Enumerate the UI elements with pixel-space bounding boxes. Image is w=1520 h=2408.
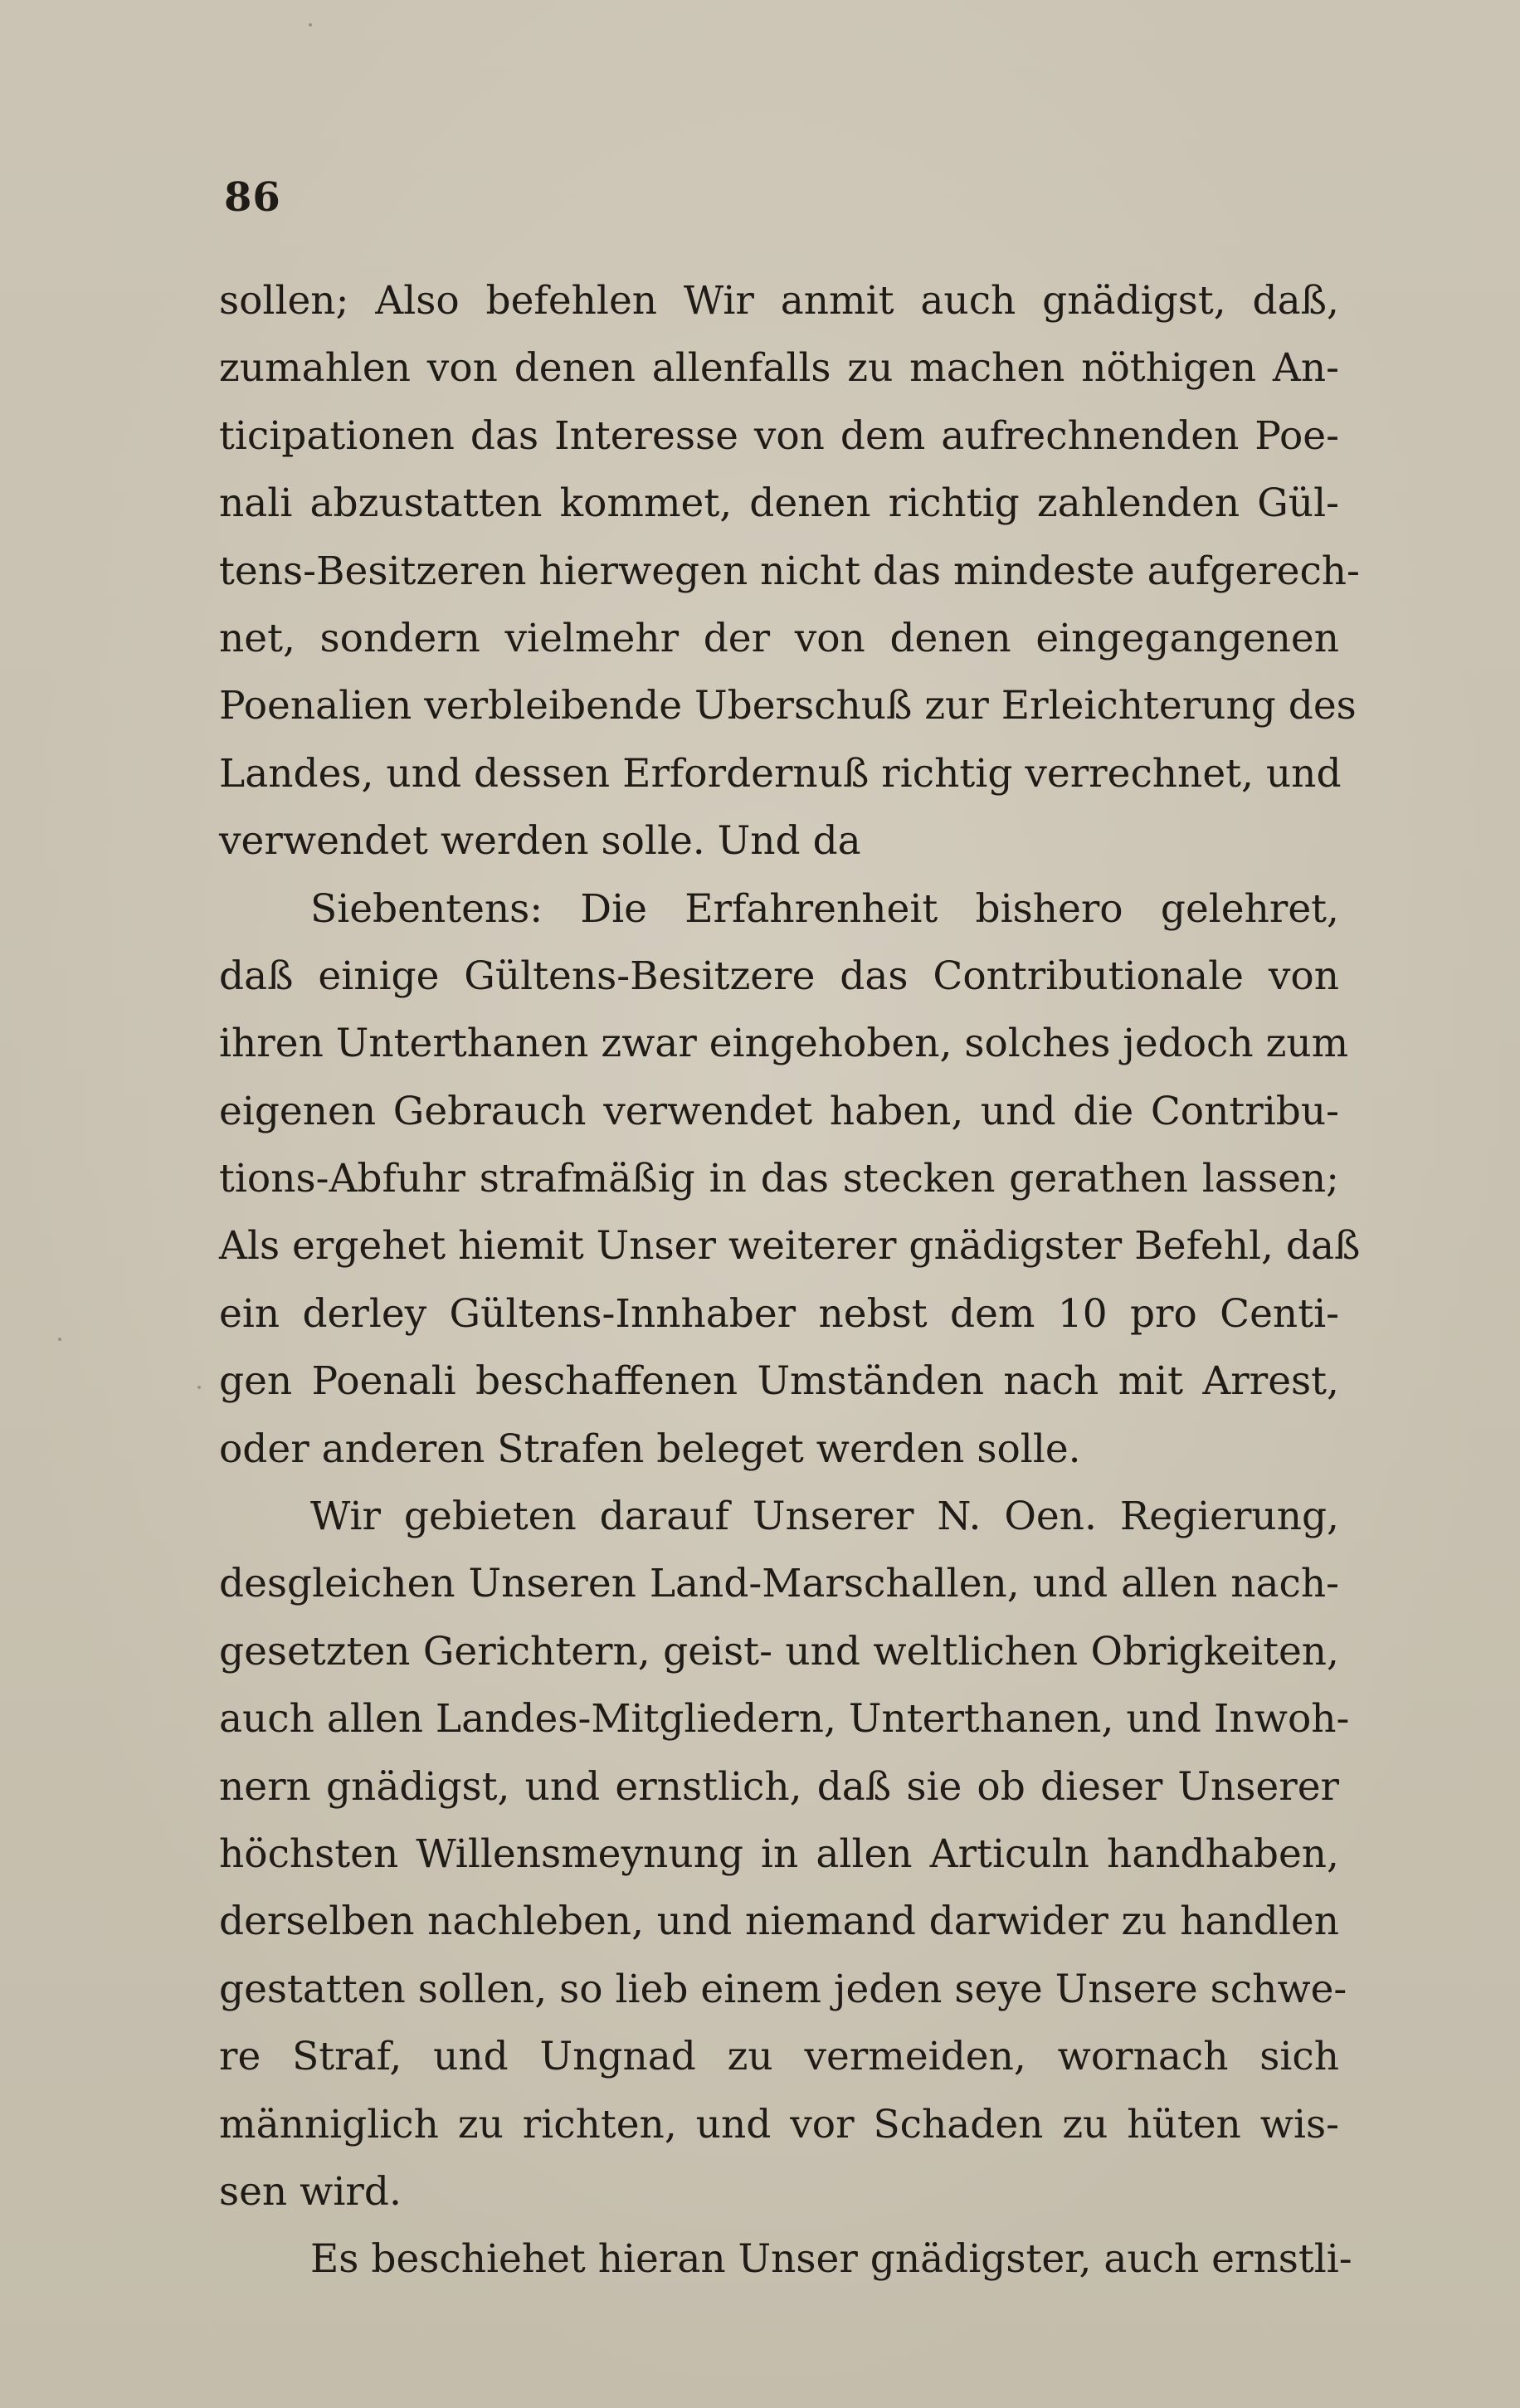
text-line-22: auch allen Landes-Mitgliedern, Unterthanen, und Inwoh-: [219, 1696, 1350, 1743]
paper-speck: [197, 1386, 201, 1389]
text-line-11: daß einige Gültens-Besitzere das Contributionale von: [219, 953, 1339, 999]
text-line-12: ihren Unterthanen zwar eingehoben, solches jedoch zum: [219, 1021, 1349, 1067]
body-text: [219, 267, 1361, 2293]
paper-speck: [58, 1338, 61, 1341]
text-line-8: Landes, und dessen Erfordernuß richtig verrechnet, und: [219, 750, 1342, 797]
text-line-23: nern gnädigst, und ernstlich, daß sie ob dieser Unserer: [219, 1763, 1339, 1810]
paper-speck: [309, 23, 312, 27]
text-line-29: sen wird.: [219, 2168, 402, 2215]
text-line-16: ein derley Gültens-Innhaber nebst dem 10 pro Centi-: [219, 1290, 1339, 1337]
text-line-21: gesetzten Gerichtern, geist- und weltlichen Obrigkeiten,: [219, 1628, 1339, 1674]
text-line-25: derselben nachleben, und niemand darwider zu handlen: [219, 1899, 1339, 1945]
text-line-5: tens-Besitzeren hierwegen nicht das mindeste aufgerech-: [219, 548, 1360, 594]
text-line-10: Siebentens: Die Erfahrenheit bishero gelehret,: [310, 885, 1339, 932]
text-line-14: tions-Abfuhr strafmäßig in das stecken gerathen lassen;: [219, 1156, 1339, 1202]
page-number: 86: [224, 174, 281, 221]
text-line-18: oder anderen Strafen beleget werden solle.: [219, 1426, 1081, 1472]
text-line-15: Als ergehet hiemit Unser weiterer gnädigster Befehl, daß: [219, 1223, 1361, 1270]
text-line-20: desgleichen Unseren Land-Marschallen, und allen nach-: [219, 1561, 1339, 1607]
text-line-6: net, sondern vielmehr der von denen eingegangenen: [219, 615, 1339, 661]
text-line-26: gestatten sollen, so lieb einem jeden seye Unsere schwe-: [219, 1966, 1347, 2012]
text-line-17: gen Poenali beschaffenen Umständen nach mit Arrest,: [219, 1358, 1339, 1405]
text-line-30: Es beschiehet hieran Unser gnädigster, auch ernstli-: [310, 2236, 1352, 2283]
text-line-28: männiglich zu richten, und vor Schaden zu hüten wis-: [219, 2101, 1339, 2147]
text-line-24: höchsten Willensmeynung in allen Articuln handhaben,: [219, 1830, 1339, 1877]
text-line-19: Wir gebieten darauf Unserer N. Oen. Regierung,: [310, 1494, 1339, 1540]
text-line-27: re Straf, und Ungnad zu vermeiden, wornach sich: [219, 2034, 1339, 2080]
text-line-9: verwendet werden solle. Und da: [219, 818, 861, 865]
text-line-13: eigenen Gebrauch verwendet haben, und die Contribu-: [219, 1088, 1339, 1134]
text-line-3: ticipationen das Interesse von dem aufrechnenden Poe-: [219, 412, 1339, 459]
text-line-2: zumahlen von denen allenfalls zu machen nöthigen An-: [219, 345, 1339, 392]
text-line-1: sollen; Also befehlen Wir anmit auch gnädigst, daß,: [219, 278, 1339, 324]
text-line-4: nali abzustatten kommet, denen richtig zahlenden Gül-: [219, 480, 1339, 527]
text-line-7: Poenalien verbleibende Uberschuß zur Erleichterung des: [219, 683, 1357, 729]
